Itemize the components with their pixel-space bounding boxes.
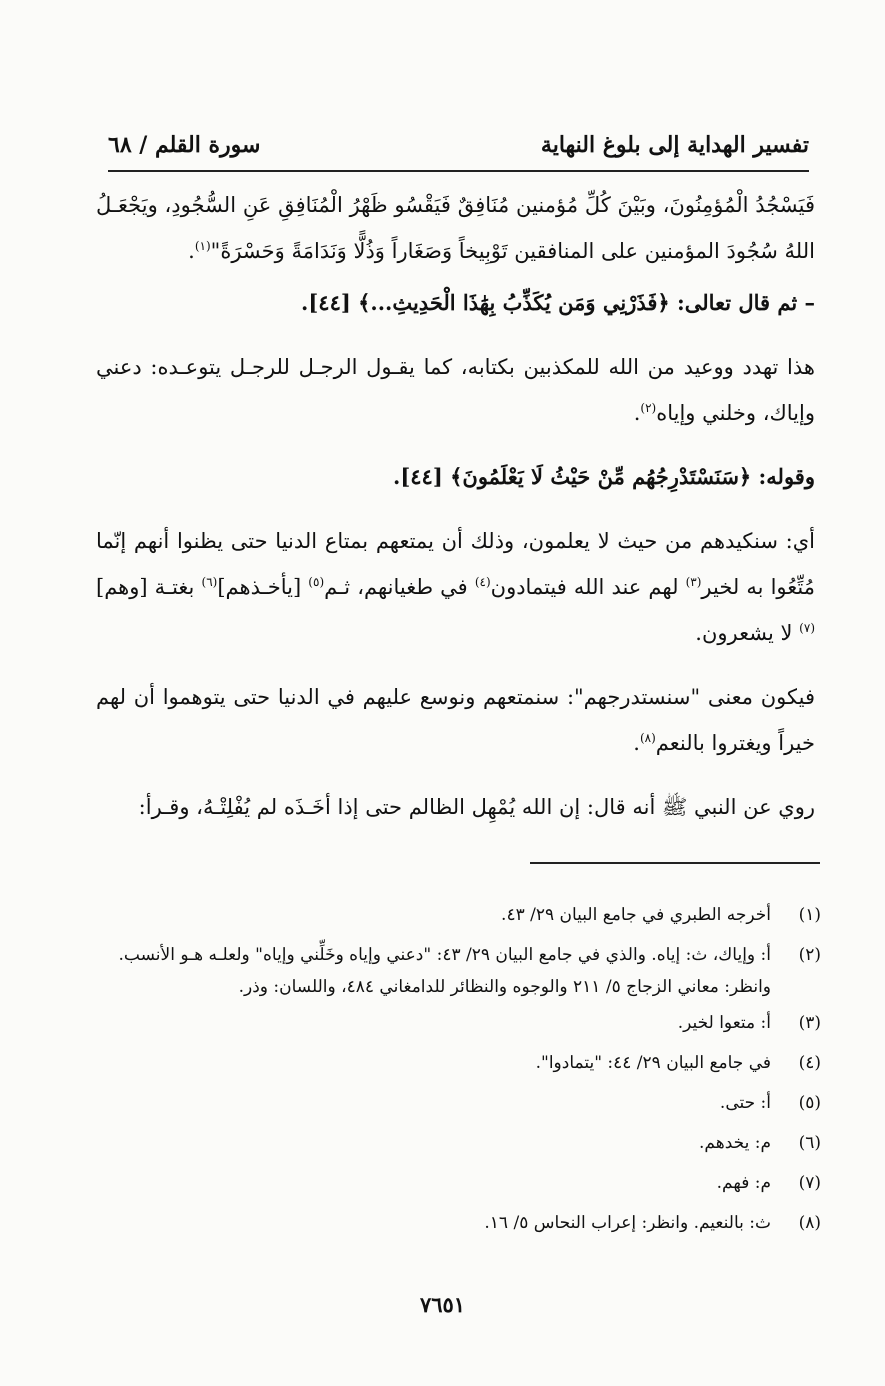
footnote-text: أ: حتى.	[719, 1093, 771, 1113]
footnote-ref: (٢)	[640, 401, 657, 415]
footnote-item	[96, 1163, 821, 1203]
footnote-separator	[530, 862, 820, 864]
paragraph-verse: – ثم قال تعالى: ﴿فَذَرْنِي وَمَن يُكَذِّبُ بِهَٰذَا الْحَدِيثِ...﴾ [٤٤].	[301, 290, 815, 315]
footnote-text: أخرجه الطبري في جامع البيان ٢٩/ ٤٣.	[501, 905, 771, 925]
header-rule	[108, 170, 809, 172]
footnote-item	[96, 935, 821, 1003]
footnote-text: في جامع البيان ٢٩/ ٤٤: "يتمادوا".	[535, 1053, 771, 1073]
footnote-text: أ: متعوا لخير.	[677, 1013, 771, 1033]
footnote-text: أ: وإياك، ث: إياه. والذي في جامع البيان ٢٩/ ٤٣: "دعني وإياه وخَلِّني وإياه" ولعلـه هـو الأنسب. وانظر: معاني الزجاج ٥/ ٢١١ والوجوه والنظائر للدامغاني ٤٨٤، واللسان: وذر.	[118, 945, 771, 997]
page-number: ٧٦٥١	[419, 1292, 466, 1317]
footnote-ref: (٤)	[474, 575, 491, 589]
running-header	[108, 128, 809, 162]
footnote-text: م: يخدهم.	[699, 1133, 771, 1153]
footnote-number: (٧)	[798, 1173, 821, 1193]
paragraph-verse: وقوله: ﴿سَنَسْتَدْرِجُهُم مِّنْ حَيْثُ لَا يَعْلَمُونَ﴾ [٤٤].	[393, 464, 815, 489]
footnote-ref: (٧)	[799, 621, 815, 635]
footnote-item	[96, 895, 821, 935]
paragraph: روي عن النبي ﷺ أنه قال: إن الله يُمْهِل الظالم حتى إذا أخَـذَه لم يُفْلِتْـهُ، وقـرأ:	[138, 795, 815, 819]
footnote-item	[96, 1083, 821, 1123]
footnote-ref: (٦)	[201, 575, 218, 589]
footnote-item	[96, 1003, 821, 1043]
footnote-ref: (٣)	[685, 575, 702, 589]
footnote-item	[96, 1043, 821, 1083]
footnote-number: (٨)	[798, 1213, 821, 1233]
footnote-text: م: فهم.	[716, 1173, 771, 1193]
footnote-number: (٥)	[798, 1093, 821, 1113]
paragraph: فيكون معنى "سنستدرجهم": سنمتعهم ونوسع عليهم في الدنيا حتى يتوهموا أن لهم خيراً ويغتروا بالنعم$^{(٨)}$.	[96, 685, 815, 755]
footnote-number: (١)	[798, 905, 821, 925]
footnote-ref: (٨)	[639, 731, 656, 745]
footnote-number: (٣)	[798, 1013, 821, 1033]
paragraph: أي: سنكيدهم من حيث لا يعلمون، وذلك أن يمتعهم بمتاع الدنيا حتى يظنوا أنهم إنّما مُتِّعُوا به لخير$^{(٣)}$ لهم عند الله فيتمادون$^{(٤)}$ في طغيانهم، ثـم$^{(٥)}$ [يأخـذهم]$^{(٦)}$ بغتـة [وهم]$^{(٧)}$ لا يشعرون.	[96, 529, 815, 645]
footnotes	[96, 895, 821, 1243]
paragraph: فَيَسْجُدُ الْمُؤمِنُونَ، وبَيْنَ كُلِّ مُؤمنين مُنَافِقٌ فَيَقْسُو ظَهْرُ الْمُنَافِقِ عَنِ السُّجُودِ، ويَجْعَـلُ اللهُ سُجُودَ المؤمنين على المنافقين تَوْبِيخاً وَصَغَاراً وَذُلًّا وَنَدَامَةً وَحَسْرَةً"$^{(١)}$.	[96, 193, 815, 263]
footnote-item	[96, 1203, 821, 1243]
footnote-ref: (١)	[194, 239, 211, 253]
footnote-item	[96, 1123, 821, 1163]
footnote-number: (٤)	[798, 1053, 821, 1073]
paragraph: هذا تهدد ووعيد من الله للمكذبين بكتابه، كما يقـول الرجـل للرجـل يتوعـده: دعني وإياك، وخلني وإياه$^{(٢)}$.	[96, 355, 815, 425]
footnote-text: ث: بالنعيم. وانظر: إعراب النحاس ٥/ ١٦.	[484, 1213, 771, 1233]
footnote-number: (٢)	[798, 945, 821, 965]
book-title: تفسير الهداية إلى بلوغ النهاية	[540, 132, 809, 158]
footnote-number: (٦)	[798, 1133, 821, 1153]
main-text	[96, 182, 815, 848]
surah-page-label: سورة القلم / ٦٨	[108, 132, 261, 158]
footnote-ref: (٥)	[308, 575, 325, 589]
